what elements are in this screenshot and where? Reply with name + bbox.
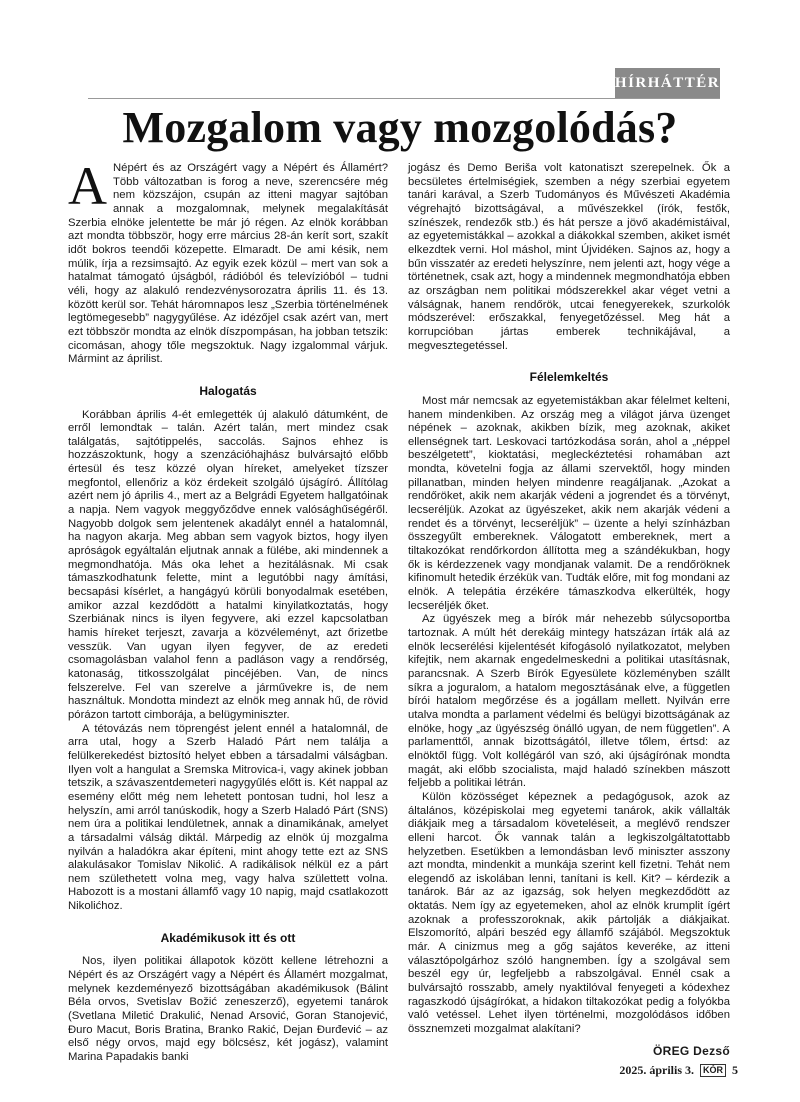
right-column — [408, 162, 730, 1058]
subhead-akademikusok: Akadémikusok itt és ott — [160, 930, 296, 945]
body-paragraph: Korábban április 4-ét emlegették új alakuló dátumként, de erről lemondtak – talán. Azért talán, mert mindez csak találgatás, sajtótippelés, saccolás. Sajnos ehhez is hozzászoktunk, hogy a szenzációhajhász bulvársajtó előbb értesül és tesz közzé olyan híreket, amelyeket tízszer megfontol, ellenőriz a köz érdekeit szolgáló újságíró. Állítólag azért nem jó április 4., mert az a Belgrádi Egyetem hallgatóinak a napja. Nem vagyok meggyőződve ennek valósághűségéről. Nagyobb dolgok sem jelentenek akadályt ennél a hatalomnál, ha nagyon akarja. Meg abban sem vagyok biztos, hogy ilyen apróságok egyáltalán eljutnak annak a fülébe, aki mindennek a megmondhatója. Más oka lehet a hezitálásnak. Mi csak támaszkodhatunk felette, mint a legutóbbi nagy ámítási, becsapási kísérlet, a hangágyú körüli bonyodalmak esetében, amikor azzal kezdődött a hatalmi kinyilatkoztatás, hogy Szerbiának nincs is ilyen fegyvere, aki ezzel kapcsolatban hamis híreket terjeszt, zavarja a közvéleményt, azt őrizetbe vesszük. Van ugyan ilyen fegyver, de az eredeti csomagolásban valahol fenn a padláson vagy a rendőrség, katonaság, titkosszolgálat pincéjében. Van, de nincs felszerelve. Fel van szerelve a járművekre is, de nem használtuk. Mondotta mindezt az elnök meg annak hű, de rövid pórázon tartott cimborája, a belügyminiszter. — [68, 408, 388, 721]
author-byline: ÖREG Dezső — [652, 1043, 730, 1058]
magazine-logo: KÓR — [700, 1064, 726, 1077]
left-column — [68, 156, 388, 1065]
subhead-halogatas: Halogatás — [199, 383, 257, 398]
article-title: Mozgalom vagy mozgolódás? — [122, 103, 678, 152]
body-paragraph-continued: jogász és Demo Beriša volt katonatiszt szerepelnek. Ők a becsületes értelmiségiek, szemben a négy szerbiai egyetem tanári karával, a Szerb Tudományos és Művészeti Akadémia végrehajtó bizottságával, a művészekkel (írók, festők, színészek, rendezők stb.) és hát persze a jövő akadémistáival, az egyetemistákkal – azokkal a diákokkal szemben, akiket ismét elkezdtek verni. Hol máshol, mint Újvidéken. Sajnos az, hogy a bűn visszatér az eredeti helyszínre, nem jelenti azt, hogy vége a történetnek, csak azt, hogy a mindennek megmondhatója ebben az országban nem politikai módszerekkel akar véget vetni a válságnak, hanem rendőrök, utcai fenegyerekek, szurkolók módszerével: erőszakkal, fenyegetőzéssel. Meg hát a korrupcióban jártas emberek technikájával, a megvesztegetéssel. — [408, 162, 730, 352]
drop-cap: A — [68, 156, 107, 216]
subhead-felelemkeltes: Félelemkeltés — [529, 370, 609, 385]
body-paragraph: Az ügyészek meg a bírók már nehezebb súlycsoportba tartoznak. A múlt hét derekáig mintegy hatszázan írták alá az elnök lecserélési kijelentését kifogásoló nyilatkozatot, melyben kifejtik, nem akarnak engedelmeskedni a politikai utasításnak, parancsnak. A Szerb Bírók Egyesülete közleményben szállt síkra a joguralom, a hatalom megosztásának elve, a független bírói hatalom megőrzése és a jogállam mellett. Nyilván erre utalva mondta a parlament védelmi és belügyi bizottságának az elnöke, hogy „az ügyészség önálló ugyan, de nem független”. A parlamenttől, annak bizottságától, illetve tőlem, értsd: az elnöktől függ. Volt kollégáról van szó, aki újságírónak mondta magát, aki előbb szocialista, majd haladó színekben mászott feljebb a politikai létrán. — [408, 613, 730, 790]
body-paragraph: Most már nemcsak az egyetemistákban akar félelmet kelteni, hanem mindenkiben. Az ország meg a világot járva üzenget népének – azoknak, akikben bízik, meg azoknak, akiket ellenségnek tart. Leskovaci tartózkodása során, ahol a „néppel beszélgetett”, kioktatási, megleckéztetési rohamában azt mondta, követelni fogja az állami szervektől, hogy minden pillanatban, minden helyen mindenre reagáljanak. „Azokat a rendőröket, akik nem akarják védeni a jogrendet és a törvényt, lecseréljük. Azokat az ügyészeket, akik nem akarják védeni a rendet és a törvényt, lecseréljük” – üzente a helyi színházban összegyűlt embereknek. Válogatott embereknek, mert a tiltakozókat rendőrkordon állította meg a szándékukban, hogy ők is kérdezzenek vagy mondjanak valamit. De a rendőröknek kifinomult hetedik érzékük van. Tudták előre, mit fog mondani az elnök. A telepátia érzékére támaszkodva elkerülték, hogy lecseréljék őket. — [408, 394, 730, 612]
intro-paragraph: Népért és az Országért vagy a Népért és Államért? Több változatban is forog a neve, szerencsére még nem közszájon, csupán az itteni magyar sajtóban annak a mozgalomnak, melynek megalakítását Szerbia elnöke jelentette be már jó régen. Az elnök korábban azt mondta többször, hogy erre március 28-án kerít sort, szakít időt bokros teendői közepette. Elmaradt. De ami késik, nem múlik, írja a rezsimsajtó. Az egyik ezek közül – mert van sok a hatalmat támogató újságból, rádióból és televízióból – tudni véli, hogy az alakuló rendezvénysorozatra április 11. és 13. között kerül sor. Tehát háromnapos lesz „Szerbia történelmének legtömegesebb” nagygyűlése. Az idézőjel csak azért van, mert ezt többször mondta az elnök díszpompásan, ha jobban tetszik: cicomásan, ahogy tőle megszoktuk. Nagy izgalommal várjuk. Mármint az áprilist. — [68, 162, 388, 366]
header-rule — [88, 98, 720, 99]
page-number: 5 — [732, 1063, 738, 1077]
section-label: HÍRHÁTTÉR — [615, 68, 720, 98]
body-paragraph: A tétovázás nem töprengést jelent ennél a hatalomnál, de arra utal, hogy a Szerb Haladó Párt nem találja a felülkerekedést biztosító helyet ebben a társadalmi válságban. Ilyen volt a hangulat a Sremska Mitrovica-i, vagy akinek jobban tetszik, a szávaszentdemeteri nagygyűlés előtt is. Két nappal az esemény előtt még nem lehetett pontosan tudni, hol lesz a helyszín, ami arról tanúskodik, hogy a Szerb Haladó Párt (SNS) nem úra a politikai lendületnek, annak a dinamikának, amelyet a társadalmi válság diktál. Márpedig az elnök új mozgalma nyilván a haladókra akar építeni, mint ahogy tette ezt az SNS alakulásakor Tomislav Nikolić. A radikálisok nélkül ez a párt nem születhetett volna meg, vagy halva születtett volna. Habozott is a mostani államfő vagy 10 napig, majd csatlakozott Nikolićhoz. — [68, 722, 388, 913]
body-paragraph: Külön közösséget képeznek a pedagógusok, azok az általános, középiskolai meg egyetemi tanárok, akik vállalták diákjaik meg a társadalom követeléseit, a meglévő rendszer elleni harcot. Ők vannak talán a legkiszolgáltatottabb helyzetben. Esetükben a lemondásban levő miniszter asszony azt mondta, mindenkit a munkája szerint kell fizetni. Tehát nem elegendő az iskolában lenni, tanítani is kell. Kit? – kérdezik a tanárok. Bár az az igazság, sok helyen megkezdődött az oktatás. Nem így az egyetemeken, ahol az elnök krumplit ígért azoknak a professzoroknak, akik pártolják a diákjaikat. Elszomorító, alpári beszéd egy államfő szájából. Megszoktuk már. A cinizmus meg a gőg sajátos keveréke, az itteni választópolgárhoz szóló hangnemben. Így a szolgával sem beszél egy úr, legfeljebb a rabszolgával. Ennél csak a bulvársajtó rosszabb, amely nyaktilóval fenyegeti a kódexhez ragaszkodó újságírókat, a hidakon tiltakozókat pedig a folyókba való vetéssel. Lehet ilyen történelmi, mozgolódásos időben össznemzeti mozgalmat alakítani? — [408, 790, 730, 1036]
page-footer — [619, 1063, 738, 1078]
issue-date: 2025. április 3. — [619, 1063, 694, 1077]
body-paragraph: Nos, ilyen politikai állapotok között kellene létrehozni a Népért és az Országért vagy a Népért és Államért mozgalmat, melynek kezdeményező bizottságában akadémikusok (Bálint Béla orvos, Svetislav Božić zeneszerző), egyetemi tanárok (Svetlana Miletić Drakulić, Nenad Arsović, Goran Stanojević, Đuro Macut, Boris Bratina, Branko Rakić, Dejan Đurđević – az első négy orvos, majd egy bölcsész, két jogász), valamint Marina Papadakis banki — [68, 955, 388, 1064]
